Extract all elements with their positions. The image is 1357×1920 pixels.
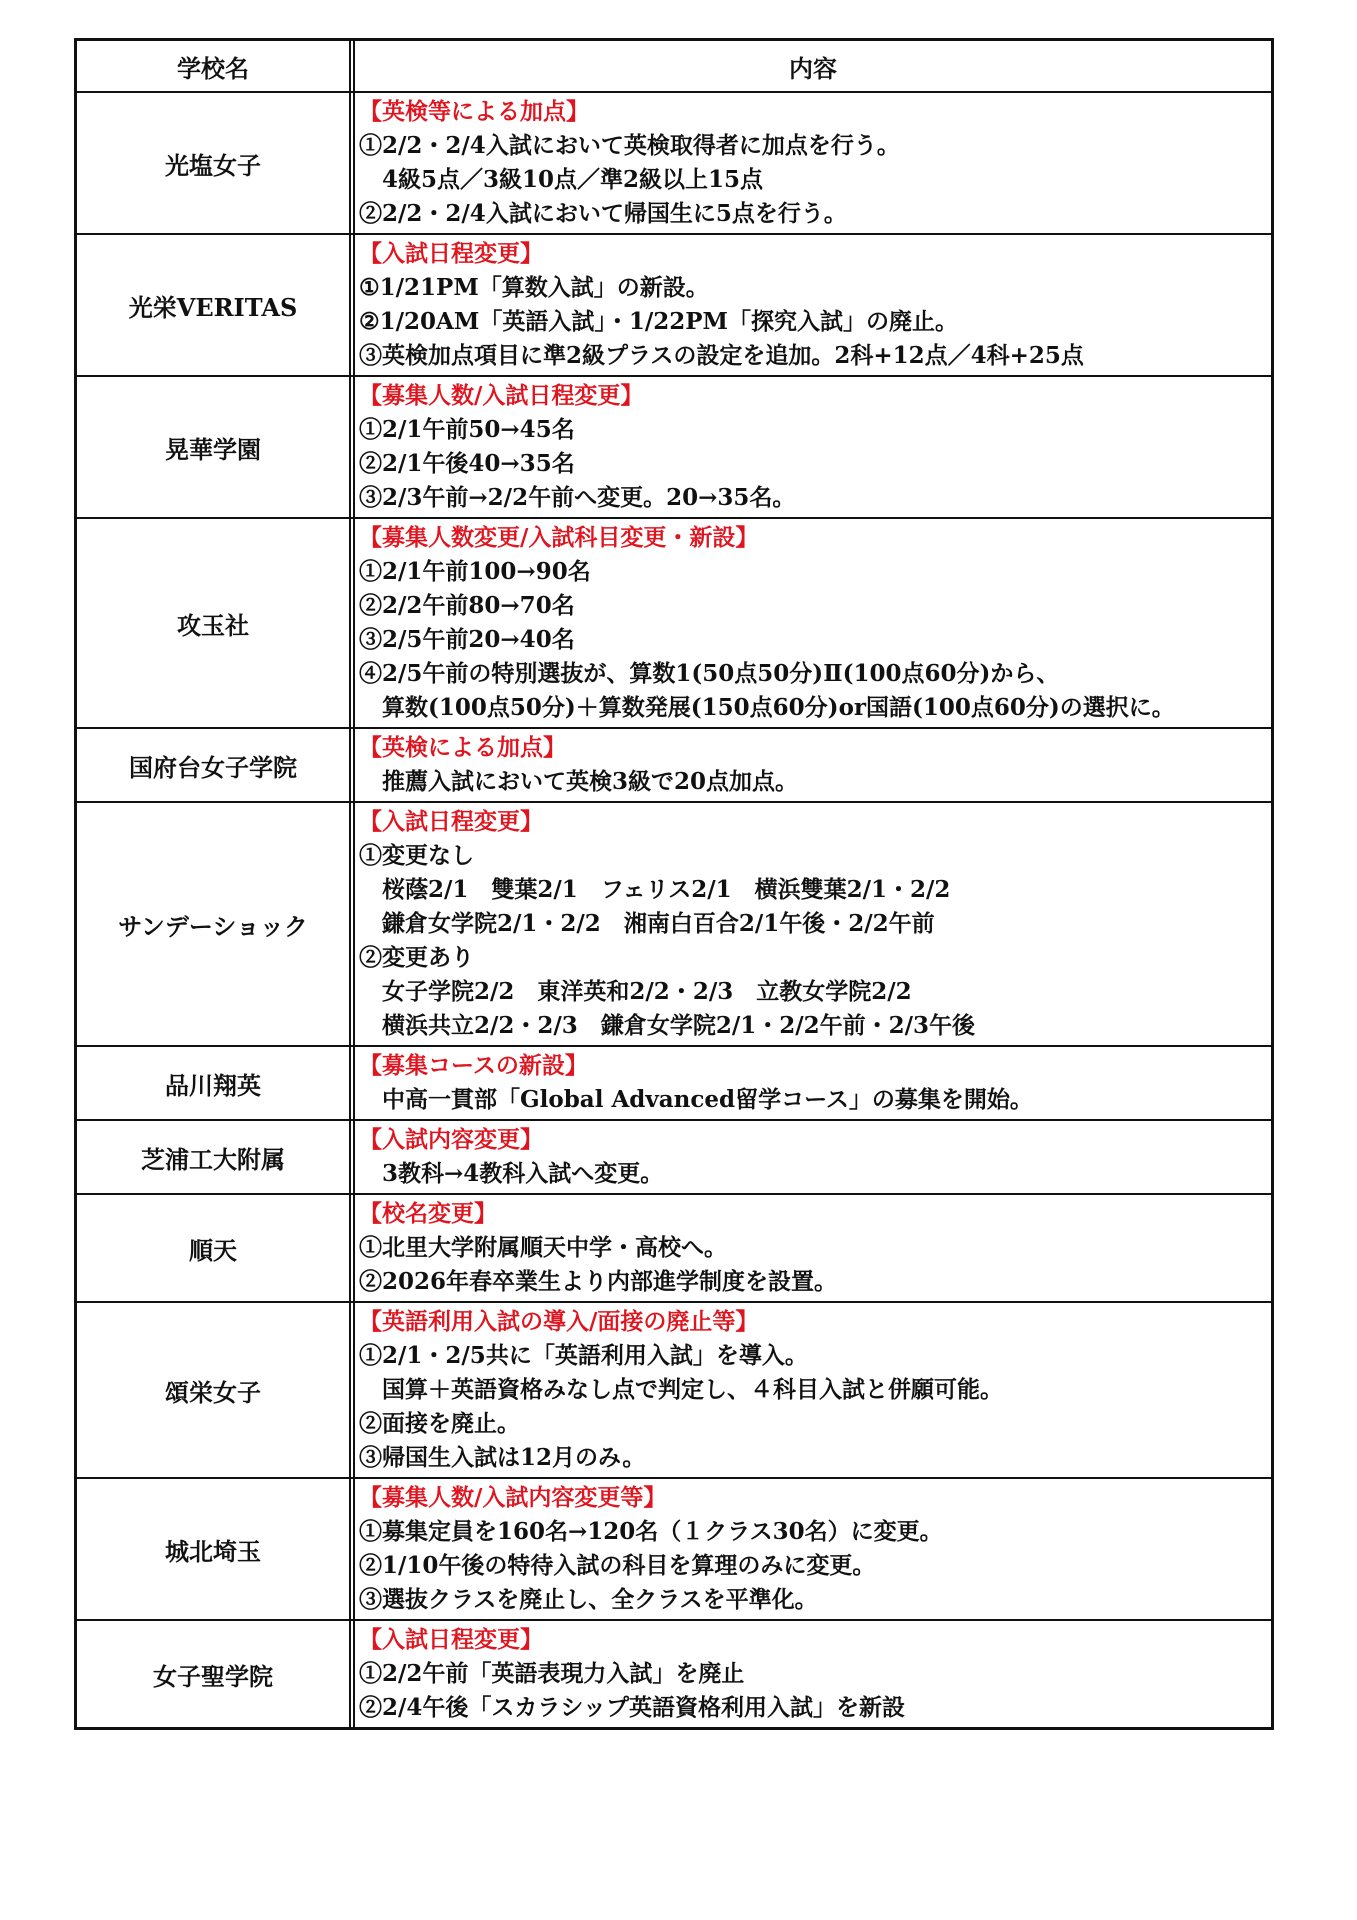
- table-header-row: [77, 41, 1271, 91]
- content-line: 中高一貫部「Global Advanced留学コース」の募集を開始。: [359, 1086, 1033, 1113]
- content-line: ②1/20AM「英語入試」・1/22PM「探究入試」の廃止。: [359, 308, 958, 335]
- change-category-title: 【入試日程変更】: [359, 1626, 543, 1653]
- change-category-title: 【校名変更】: [359, 1200, 497, 1227]
- content-cell: [355, 1303, 1271, 1477]
- content-line: ③帰国生入試は12月のみ。: [359, 1444, 646, 1471]
- content-cell: [355, 377, 1271, 517]
- change-category-title: 【募集コースの新設】: [359, 1052, 588, 1079]
- content-line: ③選抜クラスを廃止し、全クラスを平準化。: [359, 1586, 818, 1613]
- table-row: [77, 375, 1271, 517]
- table-row: [77, 1119, 1271, 1193]
- content-line: 女子学院2/2 東洋英和2/2・2/3 立教女学院2/2: [359, 978, 912, 1005]
- content-line: ①1/21PM「算数入試」の新設。: [359, 274, 709, 301]
- content-line: ②面接を廃止。: [359, 1410, 520, 1437]
- content-line: ②1/10午後の特待入試の科目を算理のみに変更。: [359, 1552, 876, 1579]
- change-category-title: 【募集人数/入試日程変更】: [359, 382, 644, 409]
- content-line: ②2/1午後40→35名: [359, 450, 575, 477]
- table-row: [77, 1045, 1271, 1119]
- school-name: 国府台女子学院: [129, 752, 297, 782]
- content-line: ①2/1午前50→45名: [359, 416, 575, 443]
- school-name: 城北埼玉: [165, 1536, 261, 1566]
- content-cell: [355, 729, 1271, 801]
- content-cell: [355, 803, 1271, 1045]
- school-name: 攻玉社: [177, 610, 249, 640]
- change-category-title: 【英検等による加点】: [359, 98, 589, 125]
- content-line: ②2/2午前80→70名: [359, 592, 575, 619]
- school-name: 晃華学園: [165, 434, 261, 464]
- school-name: サンデーショック: [118, 911, 308, 941]
- table-row: [77, 1619, 1271, 1727]
- content-line: ③2/3午前→2/2午前へ変更。20→35名。: [359, 484, 796, 511]
- content-cell: [355, 1121, 1271, 1193]
- school-name: 品川翔英: [165, 1070, 261, 1100]
- content-cell: [355, 1621, 1271, 1727]
- change-category-title: 【募集人数変更/入試科目変更・新設】: [359, 524, 759, 551]
- change-category-title: 【入試日程変更】: [359, 240, 543, 267]
- schedule-table: [74, 38, 1274, 1730]
- content-cell: [355, 1195, 1271, 1301]
- content-cell: [355, 1479, 1271, 1619]
- content-line: ①変更なし: [359, 842, 474, 869]
- content-line: ①2/2午前「英語表現力入試」を廃止: [359, 1660, 745, 1687]
- header-content: 内容: [789, 53, 837, 83]
- change-category-title: 【入試日程変更】: [359, 808, 543, 835]
- content-cell: [355, 93, 1271, 233]
- change-category-title: 【募集人数/入試内容変更等】: [359, 1484, 667, 1511]
- table-row: [77, 91, 1271, 233]
- table-row: [77, 727, 1271, 801]
- school-name: 女子聖学院: [153, 1661, 273, 1691]
- content-line: 国算＋英語資格みなし点で判定し、４科目入試と併願可能。: [359, 1376, 1003, 1403]
- content-cell: [355, 519, 1271, 727]
- school-name: 光栄VERITAS: [128, 292, 298, 322]
- content-cell: [355, 235, 1271, 375]
- content-line: 算数(100点50分)＋算数発展(150点60分)or国語(100点60分)の選択に。: [359, 694, 1175, 721]
- content-line: 4級5点／3級10点／準2級以上15点: [359, 166, 764, 193]
- content-cell: [355, 1047, 1271, 1119]
- change-category-title: 【英検による加点】: [359, 734, 566, 761]
- content-line: ①募集定員を160名→120名（１クラス30名）に変更。: [359, 1518, 943, 1545]
- school-name: 芝浦工大附属: [141, 1144, 285, 1174]
- school-name: 順天: [189, 1235, 237, 1265]
- table-body: [77, 91, 1271, 1727]
- content-line: 横浜共立2/2・2/3 鎌倉女学院2/1・2/2午前・2/3午後: [359, 1012, 976, 1039]
- content-line: 鎌倉女学院2/1・2/2 湘南白百合2/1午後・2/2午前: [359, 910, 935, 937]
- content-line: ②2/2・2/4入試において帰国生に5点を行う。: [359, 200, 847, 227]
- table-row: [77, 1301, 1271, 1477]
- content-line: ②変更あり: [359, 944, 474, 971]
- content-line: ①北里大学附属順天中学・高校へ。: [359, 1234, 727, 1261]
- content-line: ②2026年春卒業生より内部進学制度を設置。: [359, 1268, 838, 1295]
- content-line: ①2/2・2/4入試において英検取得者に加点を行う。: [359, 132, 900, 159]
- school-name: 頌栄女子: [165, 1377, 261, 1407]
- content-line: 3教科→4教科入試へ変更。: [359, 1160, 664, 1187]
- content-line: ②2/4午後「スカラシップ英語資格利用入試」を新設: [359, 1694, 905, 1721]
- content-line: ③2/5午前20→40名: [359, 626, 575, 653]
- table-row: [77, 1193, 1271, 1301]
- change-category-title: 【英語利用入試の導入/面接の廃止等】: [359, 1308, 759, 1335]
- school-name: 光塩女子: [165, 150, 261, 180]
- table-row: [77, 801, 1271, 1045]
- table-row: [77, 517, 1271, 727]
- content-line: ①2/1・2/5共に「英語利用入試」を導入。: [359, 1342, 808, 1369]
- content-line: 桜蔭2/1 雙葉2/1 フェリス2/1 横浜雙葉2/1・2/2: [359, 876, 951, 903]
- content-line: ①2/1午前100→90名: [359, 558, 591, 585]
- change-category-title: 【入試内容変更】: [359, 1126, 543, 1153]
- content-line: 推薦入試において英検3級で20点加点。: [359, 768, 799, 795]
- content-line: ④2/5午前の特別選抜が、算数1(50点50分)Ⅱ(100点60分)から、: [359, 660, 1060, 687]
- header-school: 学校名: [177, 53, 249, 83]
- table-row: [77, 1477, 1271, 1619]
- table-row: [77, 233, 1271, 375]
- content-line: ③英検加点項目に準2級プラスの設定を追加。2科+12点／4科+25点: [359, 342, 1084, 369]
